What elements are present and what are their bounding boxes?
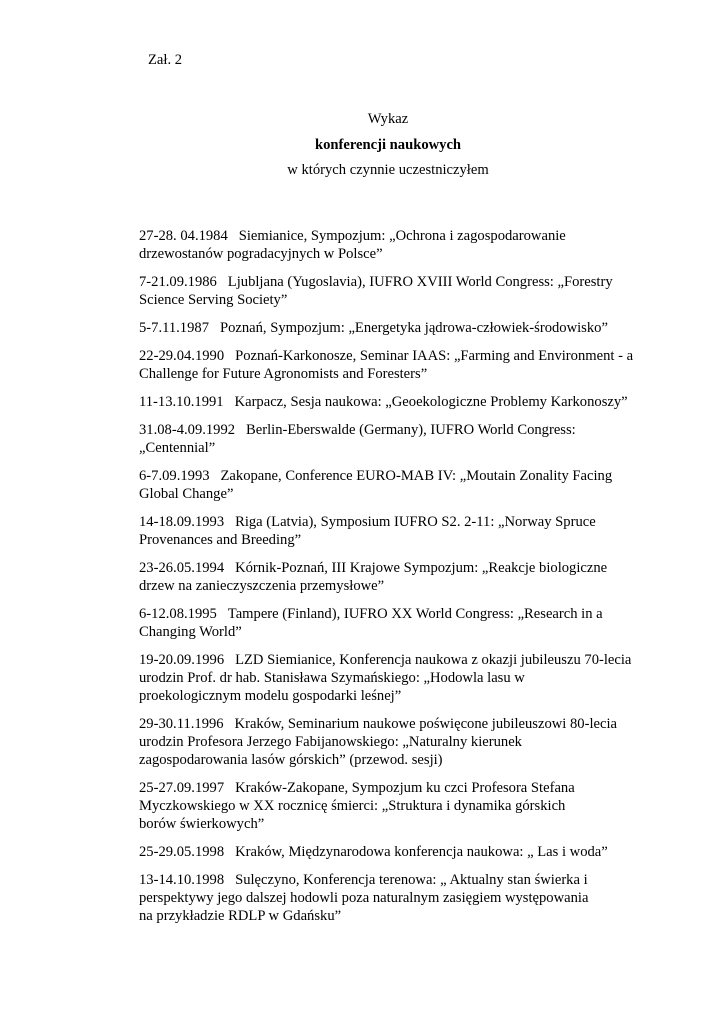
conference-date: 22-29.04.1990 xyxy=(139,348,225,364)
conference-entry-continuation xyxy=(139,623,679,641)
conference-entry-first-line xyxy=(139,843,679,861)
conference-date: 29-30.11.1996 xyxy=(139,716,224,732)
conference-entry xyxy=(139,605,679,641)
conference-entry xyxy=(139,651,679,705)
conference-entry-continuation xyxy=(139,577,679,595)
conference-entry-first-line xyxy=(139,651,679,669)
conference-description: drzewostanów pogradacyjnych w Polsce” xyxy=(139,246,383,262)
conference-entry-first-line xyxy=(139,559,679,577)
conference-date: 13-14.10.1998 xyxy=(139,872,225,888)
conference-date: 7-21.09.1986 xyxy=(139,274,217,290)
conference-description: drzew na zanieczyszczenia przemysłowe” xyxy=(139,578,385,594)
conference-entry-continuation xyxy=(139,733,679,751)
conference-description: Riga (Latvia), Symposium IUFRO S2. 2-11: „Norway Spruce xyxy=(235,514,596,530)
conference-entry xyxy=(139,513,679,549)
conference-entry xyxy=(139,319,679,337)
conference-description: urodzin Prof. dr hab. Stanisława Szymańskiego: „Hodowla lasu w xyxy=(139,670,525,686)
conference-entry xyxy=(139,273,679,309)
conference-entry xyxy=(139,467,679,503)
conference-entry-continuation xyxy=(139,291,679,309)
conference-entry-continuation xyxy=(139,245,679,263)
conference-entry-first-line xyxy=(139,421,679,439)
conference-entry-continuation xyxy=(139,531,679,549)
conference-description: Science Serving Society” xyxy=(139,292,288,308)
conference-description: Kraków, Międzynarodowa konferencja naukowa: „ Las i woda” xyxy=(235,844,608,860)
conference-entry-continuation xyxy=(139,669,679,687)
conference-entry-continuation xyxy=(139,815,679,833)
conference-description: Poznań, Sympozjum: „Energetyka jądrowa-człowiek-środowisko” xyxy=(219,320,608,336)
conference-description: Poznań-Karkonosze, Seminar IAAS: „Farming and Environment - a xyxy=(235,348,634,364)
conference-description: Karpacz, Sesja naukowa: „Geoekologiczne Problemy Karkonoszy” xyxy=(234,394,628,410)
conference-description: Changing World” xyxy=(139,624,242,640)
conference-date: 6-12.08.1995 xyxy=(139,606,217,622)
conference-entry xyxy=(139,843,679,861)
conference-date: 14-18.09.1993 xyxy=(139,514,225,530)
conference-date: 5-7.11.1987 xyxy=(139,320,209,336)
conference-entry xyxy=(139,715,679,769)
conference-description: Zakopane, Conference EURO-MAB IV: „Moutain Zonality Facing xyxy=(220,468,613,484)
attachment-label: Zał. 2 xyxy=(148,52,183,68)
heading-title: Wykaz xyxy=(367,111,409,127)
conference-description: Kraków, Seminarium naukowe poświęcone jubileuszowi 80-lecia xyxy=(234,716,617,732)
conference-entry-first-line xyxy=(139,513,679,531)
conference-entry xyxy=(139,393,679,411)
conference-entry-continuation xyxy=(139,365,679,383)
conference-description: zagospodarowania lasów górskich” (przewod. sesji) xyxy=(139,752,443,768)
conference-entry xyxy=(139,871,679,925)
conference-description: Kraków-Zakopane, Sympozjum ku czci Profesora Stefana xyxy=(235,780,575,796)
conference-entry-continuation xyxy=(139,439,679,457)
conference-entry xyxy=(139,421,679,457)
conference-description: Kórnik-Poznań, III Krajowe Sympozjum: „Reakcje biologiczne xyxy=(235,560,608,576)
conference-description: Challenge for Future Agronomists and Foresters” xyxy=(139,366,428,382)
conference-entry-continuation xyxy=(139,907,679,925)
conference-description: perspektywy jego dalszej hodowli poza naturalnym zasięgiem występowania xyxy=(139,890,589,906)
conference-date: 31.08-4.09.1992 xyxy=(139,422,236,438)
conference-entry-continuation xyxy=(139,485,679,503)
conference-description: na przykładzie RDLP w Gdańsku” xyxy=(139,908,342,924)
conference-entry-continuation xyxy=(139,797,679,815)
conference-description: Siemianice, Sympozjum: „Ochrona i zagospodarowanie xyxy=(238,228,566,244)
conference-entry-first-line xyxy=(139,273,679,291)
conference-date: 23-26.05.1994 xyxy=(139,560,225,576)
conference-entry-first-line xyxy=(139,779,679,797)
conference-description: borów świerkowych” xyxy=(139,816,265,832)
heading-description: w których czynnie uczestniczyłem xyxy=(287,162,489,178)
conference-date: 11-13.10.1991 xyxy=(139,394,224,410)
conference-description: Myczkowskiego w XX rocznicę śmierci: „Struktura i dynamika górskich xyxy=(139,798,566,814)
conference-entry xyxy=(139,779,679,833)
conference-date: 25-29.05.1998 xyxy=(139,844,225,860)
conference-description: Global Change” xyxy=(139,486,234,502)
conference-entry-first-line xyxy=(139,227,679,245)
conference-date: 27-28. 04.1984 xyxy=(139,228,228,244)
conference-entry-first-line xyxy=(139,393,679,411)
conference-list xyxy=(139,227,679,925)
conference-entry-first-line xyxy=(139,871,679,889)
conference-entry xyxy=(139,227,679,263)
conference-description: Sulęczyno, Konferencja terenowa: „ Aktualny stan świerka i xyxy=(235,872,588,888)
conference-entry-continuation xyxy=(139,751,679,769)
conference-description: urodzin Profesora Jerzego Fabijanowskiego: „Naturalny kierunek xyxy=(139,734,522,750)
conference-entry-first-line xyxy=(139,319,679,337)
conference-entry-first-line xyxy=(139,467,679,485)
conference-description: proekologicznym modelu gospodarki leśnej” xyxy=(139,688,402,704)
conference-entry-first-line xyxy=(139,715,679,733)
conference-description: „Centennial” xyxy=(139,440,216,456)
conference-entry-continuation xyxy=(139,687,679,705)
conference-entry-first-line xyxy=(139,347,679,365)
conference-entry-continuation xyxy=(139,889,679,907)
conference-description: Berlin-Eberswalde (Germany), IUFRO World Congress: xyxy=(246,422,576,438)
conference-description: Ljubljana (Yugoslavia), IUFRO XVIII World Congress: „Forestry xyxy=(227,274,613,290)
conference-entry-first-line xyxy=(139,605,679,623)
conference-description: Tampere (Finland), IUFRO XX World Congress: „Research in a xyxy=(227,606,603,622)
conference-description: LZD Siemianice, Konferencja naukowa z okazji jubileuszu 70-lecia xyxy=(235,652,632,668)
conference-entry xyxy=(139,559,679,595)
conference-entry xyxy=(139,347,679,383)
conference-date: 6-7.09.1993 xyxy=(139,468,210,484)
heading-subtitle: konferencji naukowych xyxy=(314,137,462,153)
conference-date: 19-20.09.1996 xyxy=(139,652,225,668)
conference-description: Provenances and Breeding” xyxy=(139,532,302,548)
conference-date: 25-27.09.1997 xyxy=(139,780,225,796)
